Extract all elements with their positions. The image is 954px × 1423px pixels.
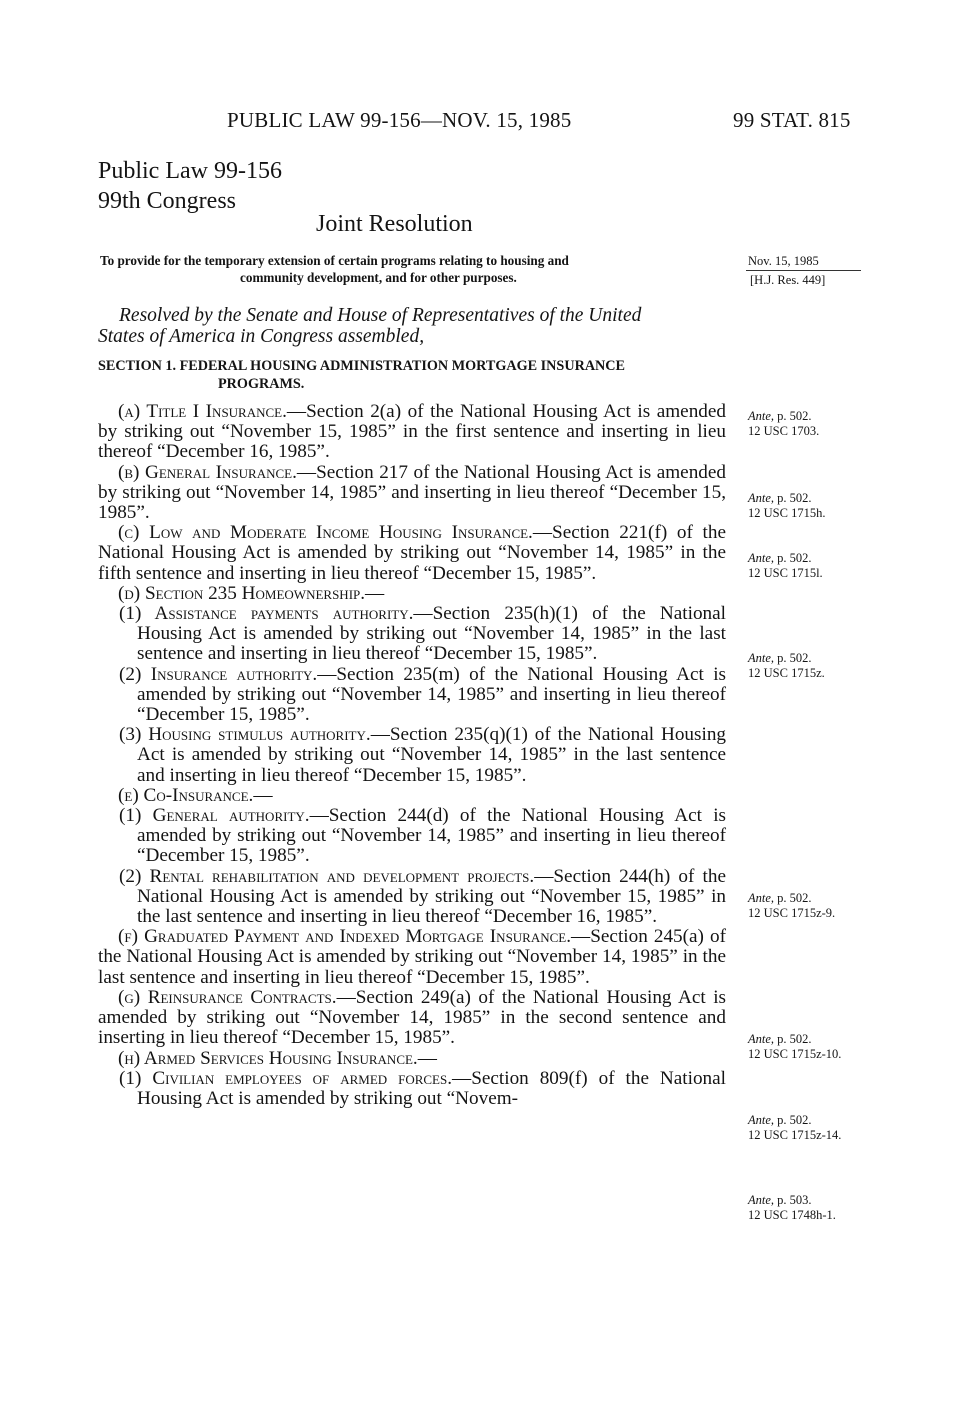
paragraph-h1-heading: (1) Civilian employees of armed forces.	[119, 1067, 453, 1089]
running-header-right: 99 STAT. 815	[733, 108, 851, 132]
margin-note-a-ante: Ante,	[748, 409, 775, 423]
margin-note-f-page: p. 502.	[777, 1032, 812, 1046]
congress: 99th Congress	[98, 188, 236, 214]
margin-note-c-ante: Ante,	[748, 551, 775, 565]
margin-note-h1-page: p. 503.	[777, 1193, 812, 1207]
paragraph-e-heading: (e) Co-Insurance.	[118, 784, 254, 806]
running-header-left: PUBLIC LAW 99-156—NOV. 15, 1985	[227, 108, 572, 132]
paragraph-a-text: —Section 2(a) of the National Housing Act is amended by striking out “November 15, 1985” in the first sentence and inserting in lieu thereof “December 16, 1985”.	[98, 401, 726, 463]
margin-note-g-usc: 12 USC 1715z-14.	[748, 1128, 842, 1142]
paragraph-h	[98, 1049, 726, 1069]
paragraph-d2-text: —Section 235(m) of the National Housing Act is amended by striking out “November 14, 1985” and inserting in lieu thereof “December 15, 1985”.	[137, 663, 726, 726]
paragraph-e1-text: —Section 244(d) of the National Housing Act is amended by striking out “November 14, 1985” and inserting in lieu thereof “December 15, 1985”.	[137, 805, 726, 867]
paragraph-a-heading: (a) Title I Insurance.	[118, 401, 287, 422]
paragraph-f-text: —Section 245(a) of the National Housing Act is amended by striking out “November 14, 1985” in the last sentence and inserting in lieu thereof “December 15, 1985”.	[98, 926, 726, 988]
paragraph-e	[98, 786, 726, 806]
paragraph-c-text: —Section 221(f) of the National Housing Act is amended by striking out “November 14, 1985” in the fifth sentence and inserting in lieu thereof “December 15, 1985”.	[98, 522, 726, 584]
margin-note-d1-usc: 12 USC 1715z.	[748, 666, 825, 680]
margin-note-g-page: p. 502.	[777, 1113, 812, 1127]
margin-note-h1	[748, 1193, 836, 1223]
paragraph-d-text: —	[365, 582, 385, 604]
margin-note-d1-page: p. 502.	[777, 651, 812, 665]
paragraph-d	[98, 584, 726, 604]
margin-note-a-usc: 12 USC 1703.	[748, 424, 820, 438]
margin-note-a	[748, 409, 819, 439]
document-kind: Joint Resolution	[316, 211, 473, 237]
paragraph-d-heading: (d) Section 235 Homeownership.	[118, 582, 366, 604]
paragraph-f	[98, 927, 726, 988]
margin-note-f-usc: 12 USC 1715z-10.	[748, 1047, 842, 1061]
date-note: Nov. 15, 1985	[748, 254, 819, 268]
margin-note-b-page: p. 502.	[777, 491, 812, 505]
margin-note-b	[748, 491, 825, 521]
paragraph-h1-text: —Section 809(f) of the National Housing Act is amended by striking out “Novem-	[137, 1067, 726, 1109]
margin-note-d1-ante: Ante,	[748, 651, 775, 665]
paragraph-e1	[98, 806, 726, 867]
law-number: Public Law 99-156	[98, 158, 282, 184]
margin-note-c	[748, 551, 823, 581]
paragraph-d1	[98, 604, 726, 665]
margin-note-g	[748, 1113, 841, 1143]
paragraph-a	[98, 402, 726, 463]
purpose-line-1: To provide for the temporary extension of certain programs relating to housing and	[100, 253, 569, 268]
paragraph-h-heading: (h) Armed Services Housing Insurance.	[118, 1047, 418, 1069]
paragraph-b	[98, 463, 726, 524]
paragraph-d1-text: —Section 235(h)(1) of the National Housing Act is amended by striking out “November 14, 1985” in the last sentence and inserting in lieu thereof “December 15, 1985”.	[137, 603, 726, 665]
margin-note-e1	[748, 891, 835, 921]
paragraph-h-text: —	[417, 1047, 437, 1069]
paragraph-e2-text: —Section 244(h) of the National Housing Act is amended by striking out “November 15, 1985” in the last sentence and inserting in lieu thereof “December 16, 1985”.	[137, 865, 726, 928]
paragraph-c	[98, 523, 726, 584]
paragraph-d3	[98, 725, 726, 786]
resolution-note: [H.J. Res. 449]	[750, 273, 826, 287]
section-heading-line-2: PROGRAMS.	[218, 376, 305, 392]
paragraph-e-text: —	[253, 784, 273, 806]
margin-note-f-ante: Ante,	[748, 1032, 775, 1046]
margin-note-e1-ante: Ante,	[748, 891, 775, 905]
purpose-line-2: community development, and for other purposes.	[240, 270, 517, 285]
margin-note-a-page: p. 502.	[777, 409, 812, 423]
paragraph-e2-heading: (2) Rental rehabilitation and development projects.	[119, 865, 535, 887]
paragraph-b-text: —Section 217 of the National Housing Act is amended by striking out “November 14, 1985” and inserting in lieu thereof “December 15, 1985”.	[98, 461, 726, 524]
margin-note-f	[748, 1032, 841, 1062]
paragraph-d1-heading: (1) Assistance payments authority.	[119, 603, 414, 625]
section-1-body	[98, 402, 726, 1109]
paragraph-h1	[98, 1069, 726, 1109]
resolving-clause-line-2: States of America in Congress assembled,	[98, 326, 425, 347]
section-heading-line-1: SECTION 1. FEDERAL HOUSING ADMINISTRATION MORTGAGE INSURANCE	[98, 358, 626, 374]
date-rule	[746, 270, 861, 271]
resolving-clause-line-1: Resolved by the Senate and House of Representatives of the United	[119, 305, 642, 326]
margin-note-g-ante: Ante,	[748, 1113, 775, 1127]
paragraph-g	[98, 988, 726, 1049]
paragraph-g-heading: (g) Reinsurance Contracts.	[118, 986, 337, 1008]
margin-note-d1	[748, 651, 825, 681]
paragraph-b-heading: (b) General Insurance.	[118, 461, 297, 483]
margin-note-c-usc: 12 USC 1715l.	[748, 566, 823, 580]
paragraph-d2	[98, 665, 726, 726]
margin-note-h1-usc: 12 USC 1748h-1.	[748, 1208, 836, 1222]
paragraph-e2	[98, 867, 726, 928]
paragraph-d2-heading: (2) Insurance authority.	[119, 663, 318, 685]
margin-note-e1-page: p. 502.	[777, 891, 812, 905]
paragraph-d3-text: —Section 235(q)(1) of the National Housing Act is amended by striking out “November 14, 1985” in the last sentence and inserting in lieu thereof “December 15, 1985”.	[137, 724, 726, 786]
paragraph-g-text: —Section 249(a) of the National Housing Act is amended by striking out “November 14, 1985” in the second sentence and inserting in lieu thereof “December 15, 1985”.	[98, 986, 726, 1049]
paragraph-e1-heading: (1) General authority.	[119, 805, 310, 827]
paragraph-d3-heading: (3) Housing stimulus authority.	[119, 724, 371, 746]
margin-note-h1-ante: Ante,	[748, 1193, 775, 1207]
margin-note-b-usc: 12 USC 1715h.	[748, 506, 826, 520]
margin-note-b-ante: Ante,	[748, 491, 775, 505]
margin-note-c-page: p. 502.	[777, 551, 812, 565]
margin-note-e1-usc: 12 USC 1715z-9.	[748, 906, 836, 920]
paragraph-f-heading: (f) Graduated Payment and Indexed Mortgage Insurance.	[118, 926, 572, 948]
paragraph-c-heading: (c) Low and Moderate Income Housing Insurance.	[118, 522, 533, 544]
